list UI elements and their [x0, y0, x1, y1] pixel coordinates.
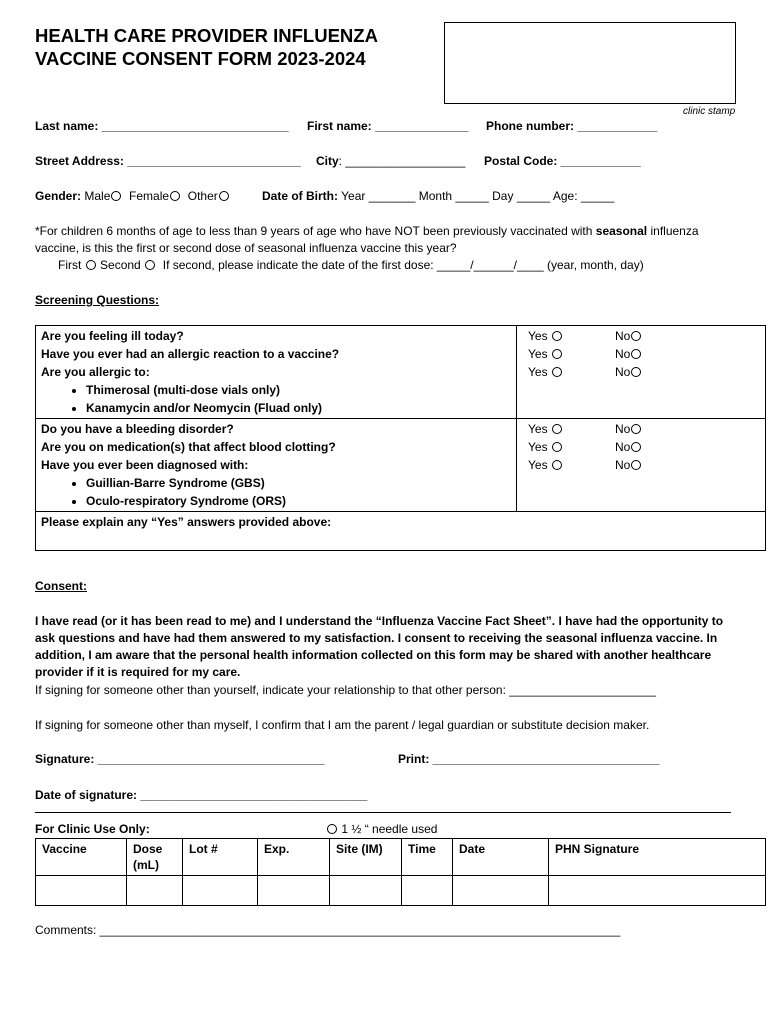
col-phn-signature: PHN Signature [549, 839, 766, 876]
q2-no-radio[interactable] [631, 349, 641, 359]
street-address-field[interactable]: Street Address: __________________________ [35, 154, 301, 168]
screening-table: Are you feeling ill today? Have you ever had an allergic reaction to a vaccine? Are you allergic to: • Thimerosal (multi-dose vials only) • Kanamycin and/or Neomycin (Fluad only) Yes No Yes No Yes No Do you have a bleeding disorder? Are you on medication(s) that affect blood clotting? Have you ever been diagnosed with: • Guillian-Barre Syndrome (GBS) • Oculo-respiratory Syndrome (ORS) Yes No Yes No Yes No Please explain any “Yes” answers provided above: [35, 325, 766, 551]
consent-paragraph: I have read (or it has been read to me) and I understand the “Influenza Vaccine Fact Sheet”. I have had the opportunity to ask questions and have had them answered to my satisfaction. I consent to receiving the seasonal influenza vaccine. In addition, I am aware that the personal health information collected on this form may be shared with another healthcare provider if it is required for my care. [35, 614, 724, 679]
cell-dose[interactable] [127, 876, 183, 906]
explain-yes-field[interactable]: Please explain any “Yes” answers provided above: [36, 512, 766, 551]
first-dose-radio[interactable] [86, 260, 96, 270]
diagnosis-ors: • Oculo-respiratory Syndrome (ORS) [86, 492, 511, 510]
cell-vaccine[interactable] [36, 876, 127, 906]
col-dose: Dose (mL) [127, 839, 183, 876]
gender-male-label: Male [84, 189, 111, 203]
form-title: HEALTH CARE PROVIDER INFLUENZA VACCINE CONSENT FORM 2023-2024 [35, 25, 378, 69]
q6-yes-radio[interactable] [552, 460, 562, 470]
gender-female-label: Female [129, 189, 170, 203]
screening-heading: Screening Questions: [35, 293, 160, 307]
cell-site[interactable] [330, 876, 402, 906]
guardian-statement: If signing for someone other than myself, I confirm that I am the parent / legal guardian or substitute decision maker. [35, 718, 650, 732]
gender-male-radio[interactable] [111, 191, 121, 201]
cell-lot[interactable] [183, 876, 258, 906]
date-of-signature-field[interactable]: Date of signature: __________________________________ [35, 788, 368, 802]
needle-used-option: 1 ½ “ needle used [326, 822, 437, 836]
q5-yes-radio[interactable] [552, 442, 562, 452]
date-of-birth-field[interactable]: Date of Birth: Year _______ Month _____ Day _____ Age: _____ [262, 189, 615, 203]
gender-female-radio[interactable] [170, 191, 180, 201]
q4-no-radio[interactable] [631, 424, 641, 434]
question-diagnosed-with: Have you ever been diagnosed with: [41, 458, 249, 472]
clinic-stamp-label: clinic stamp [683, 106, 736, 117]
q1-yes-radio[interactable] [552, 331, 562, 341]
first-dose-date-field[interactable]: If second, please indicate the date of the first dose: _____/______/____ (year, month, day) [162, 258, 644, 272]
signature-field[interactable]: Signature: __________________________________ [35, 752, 325, 766]
clinic-use-heading: For Clinic Use Only: [35, 822, 150, 836]
cell-time[interactable] [402, 876, 453, 906]
needle-used-radio[interactable] [327, 824, 337, 834]
q3-no-radio[interactable] [631, 367, 641, 377]
relationship-field[interactable]: If signing for someone other than yourself, indicate your relationship to that other person: ______________________ [35, 683, 657, 697]
question-bleeding-disorder: Do you have a bleeding disorder? [41, 422, 234, 436]
diagnosis-gbs: • Guillian-Barre Syndrome (GBS) [86, 474, 511, 492]
question-allergic-reaction: Have you ever had an allergic reaction to a vaccine? [41, 347, 340, 361]
question-allergic-to: Are you allergic to: [41, 365, 150, 379]
col-date: Date [453, 839, 549, 876]
q6-no-radio[interactable] [631, 460, 641, 470]
allergy-thimerosal: • Thimerosal (multi-dose vials only) [86, 381, 511, 399]
q1-no-radio[interactable] [631, 331, 641, 341]
cell-exp[interactable] [258, 876, 330, 906]
question-feeling-ill: Are you feeling ill today? [41, 329, 184, 343]
dose-choice-group: First Second If second, please indicate the date of the first dose: _____/______/____ (year, month, day) [58, 258, 644, 272]
q3-yes-radio[interactable] [552, 367, 562, 377]
children-dose-note: *For children 6 months of age to less than 9 years of age who have NOT been previously vaccinated with seasonal influenza vaccine, is this the first or second dose of seasonal influenza vaccine this year? [35, 224, 699, 255]
gender-other-radio[interactable] [219, 191, 229, 201]
cell-date[interactable] [453, 876, 549, 906]
first-name-field[interactable]: First name: ______________ [307, 119, 469, 133]
q4-yes-radio[interactable] [552, 424, 562, 434]
clinic-stamp-box [444, 22, 736, 104]
clinic-use-table [35, 838, 766, 906]
divider [35, 812, 731, 813]
col-time: Time [402, 839, 453, 876]
q2-yes-radio[interactable] [552, 349, 562, 359]
gender-other-label: Other [187, 189, 218, 203]
col-vaccine: Vaccine [36, 839, 127, 876]
cell-phn-signature[interactable] [549, 876, 766, 906]
col-site: Site (IM) [330, 839, 402, 876]
last-name-field[interactable]: Last name: ____________________________ [35, 119, 289, 133]
phone-field[interactable]: Phone number: ____________ [486, 119, 658, 133]
city-field[interactable]: City: __________________ [316, 154, 466, 168]
col-lot: Lot # [183, 839, 258, 876]
second-dose-radio[interactable] [145, 260, 155, 270]
allergy-kanamycin: • Kanamycin and/or Neomycin (Fluad only) [86, 399, 511, 417]
col-exp: Exp. [258, 839, 330, 876]
postal-code-field[interactable]: Postal Code: ____________ [484, 154, 641, 168]
gender-group: Gender: Male Female Other [35, 189, 230, 203]
q5-no-radio[interactable] [631, 442, 641, 452]
consent-heading: Consent: [35, 579, 87, 593]
print-name-field[interactable]: Print: __________________________________ [398, 752, 660, 766]
comments-field[interactable]: Comments: ______________________________________________________________________________ [35, 923, 621, 937]
question-blood-clotting: Are you on medication(s) that affect blood clotting? [41, 440, 336, 454]
